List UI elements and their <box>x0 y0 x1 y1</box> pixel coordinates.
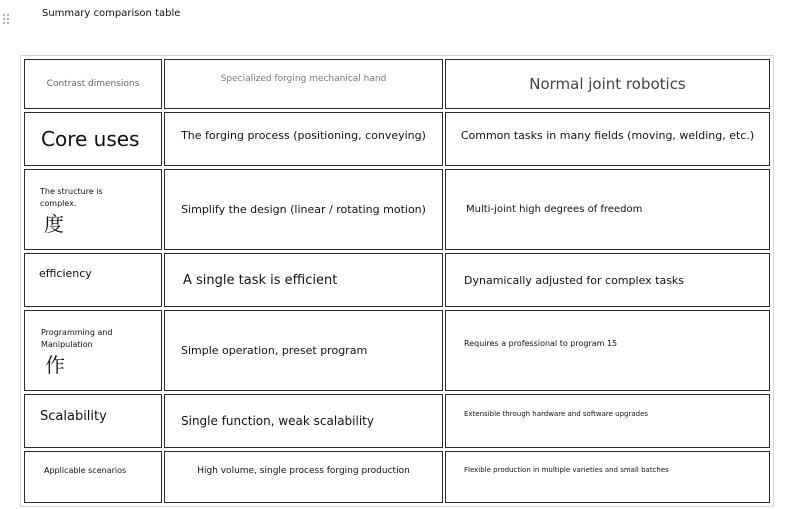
dimension-glyph: 作 <box>45 352 65 377</box>
forging-text: High volume, single process forging production <box>197 466 410 476</box>
row-dimension-cell <box>24 169 162 250</box>
forging-text: Simplify the design (linear / rotating motion) <box>181 203 426 216</box>
row-dimension-cell <box>24 112 162 166</box>
robotics-text: Multi-joint high degrees of freedom <box>466 204 643 215</box>
row-dimension-cell <box>24 394 162 448</box>
header-cell-robotics <box>445 59 770 109</box>
dimension-label: Core uses <box>41 127 140 151</box>
row-forging-cell <box>164 394 443 448</box>
header-cell-dimensions <box>24 59 162 109</box>
dimension-label: efficiency <box>39 267 92 280</box>
robotics-text: Flexible production in multiple varieties and small batches <box>464 466 669 474</box>
forging-text: A single task is efficient <box>183 272 338 288</box>
forging-text: Simple operation, preset program <box>181 344 368 357</box>
row-dimension-cell <box>24 451 162 503</box>
page-title: Summary comparison table <box>42 8 181 19</box>
forging-text: Single function, weak scalability <box>181 414 374 428</box>
row-forging-cell <box>164 112 443 166</box>
header-label: Contrast dimensions <box>46 79 140 89</box>
dimension-label: Programming and Manipulation <box>41 327 113 349</box>
row-robotics-cell <box>445 169 770 250</box>
robotics-text: Requires a professional to program 15 <box>464 339 618 348</box>
robotics-text: Extensible through hardware and software upgrades <box>464 410 649 418</box>
row-forging-cell <box>164 451 443 503</box>
dimension-label: Applicable scenarios <box>44 466 127 475</box>
robotics-text: Dynamically adjusted for complex tasks <box>464 273 685 287</box>
row-dimension-cell <box>24 253 162 307</box>
row-robotics-cell <box>445 112 770 166</box>
header-label: Specialized forging mechanical hand <box>220 74 387 84</box>
header-cell-forging <box>164 59 443 109</box>
row-dimension-cell <box>24 310 162 391</box>
dimension-glyph: 度 <box>44 211 64 236</box>
row-forging-cell <box>164 169 443 250</box>
robotics-text: Common tasks in many fields (moving, welding, etc.) <box>460 129 755 142</box>
dimension-label: The structure is complex. <box>40 186 103 208</box>
dimension-label: Scalability <box>40 409 107 424</box>
row-forging-cell <box>164 253 443 307</box>
drag-handle-icon[interactable] <box>3 14 9 26</box>
row-robotics-cell <box>445 310 770 391</box>
row-forging-cell <box>164 310 443 391</box>
row-robotics-cell <box>445 451 770 503</box>
row-robotics-cell <box>445 394 770 448</box>
header-label: Normal joint robotics <box>529 75 686 93</box>
forging-text: The forging process (positioning, conveying) <box>181 129 426 142</box>
row-robotics-cell <box>445 253 770 307</box>
